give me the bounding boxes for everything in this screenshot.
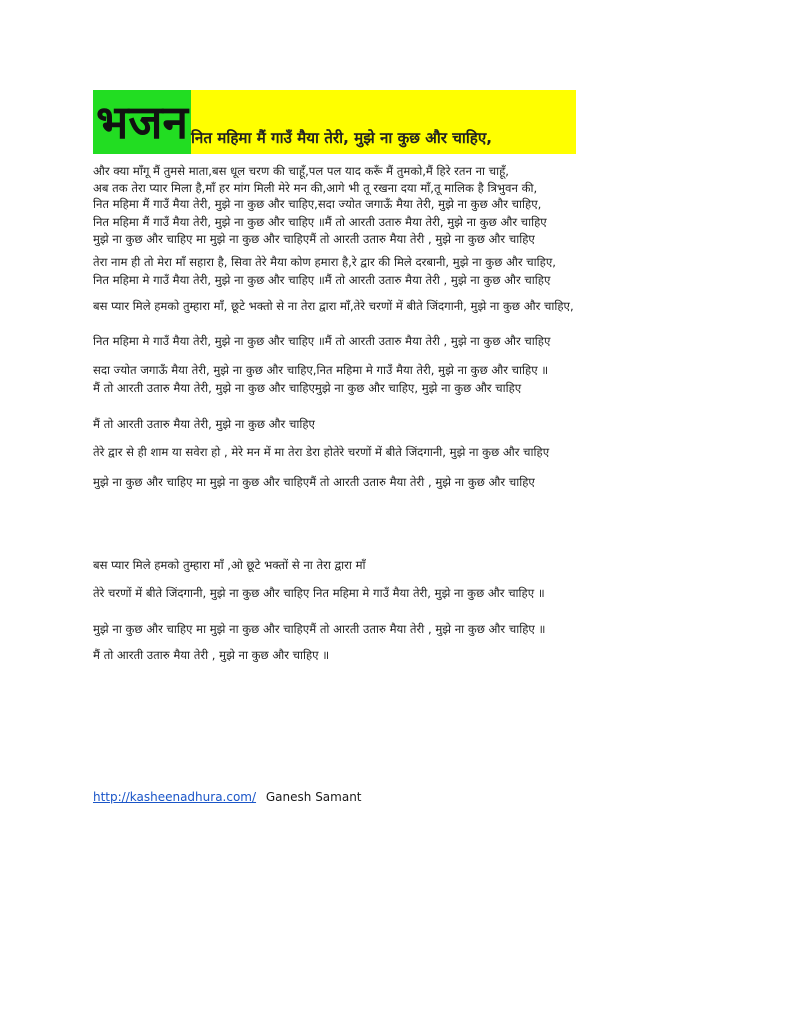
title-sub: नित महिमा मैं गाउँ मैया तेरी, मुझे ना कुछ और चाहिए, [191,129,493,147]
lyric-line: और क्या माँगू मैं तुमसे माता,बस धूल चरण की चाहूँ,पल पल याद करूँ मैं तुमको,मैं हिरे रतन ना चाहूँ, [93,164,509,178]
lyric-line: तेरे द्वार से ही शाम या सवेरा हो , मेरे मन में मा तेरा डेरा होतेरे चरणों में बीते जिंदगानी, मुझे ना कुछ और चाहिए [93,445,550,459]
lyric-line: सदा ज्योत जगाऊँ मैया तेरी, मुझे ना कुछ और चाहिए,नित महिमा मे गाउँ मैया तेरी, मुझे ना कुछ और चाहिए ॥ [93,363,549,377]
lyric-line: तेरे चरणों में बीते जिंदगानी, मुझे ना कुछ और चाहिए नित महिमा मे गाउँ मैया तेरी, मुझे ना कुछ और चाहिए ॥ [93,586,545,600]
title-banner [93,90,576,154]
title-main: भजन [96,95,188,149]
lyric-line: अब तक तेरा प्यार मिला है,माँ हर मांग मिली मेरे मन की,आगे भी तू रखना दया माँ,तू मालिक है त्रिभुवन की, [93,181,538,195]
lyric-line: मुझे ना कुछ और चाहिए मा मुझे ना कुछ और चाहिएमैं तो आरती उतारु मैया तेरी , मुझे ना कुछ और चाहिए ॥ [93,622,546,636]
lyric-line: नित महिमा मैं गाउँ मैया तेरी, मुझे ना कुछ और चाहिए,सदा ज्योत जगाऊँ मैया तेरी, मुझे ना कुछ और चाहिए, [93,197,542,211]
lyric-line: मुझे ना कुछ और चाहिए मा मुझे ना कुछ और चाहिएमैं तो आरती उतारु मैया तेरी , मुझे ना कुछ और चाहिए [93,232,535,246]
site-link[interactable]: http://kasheenadhura.com/ [93,790,257,804]
lyric-line: नित महिमा मैं गाउँ मैया तेरी, मुझे ना कुछ और चाहिए ॥मैं तो आरती उतारु मैया तेरी, मुझे ना कुछ और चाहिए [93,215,547,229]
lyric-line: बस प्यार मिले हमको तुम्हारा माँ, छूटे भक्तो से ना तेरा द्वारा माँ,तेरे चरणों में बीते जिंदगानी, मुझे ना कुछ और चाहिए, [93,299,574,313]
lyric-line: तेरा नाम ही तो मेरा माँ सहारा है, सिवा तेरे मैया कोण हमारा है,रे द्वार की मिले दरबानी, मुझे ना कुछ और चाहिए, [93,255,556,269]
lyric-line: मैं तो आरती उतारु मैया तेरी, मुझे ना कुछ और चाहिएमुझे ना कुछ और चाहिए, मुझे ना कुछ और चाहिए [93,381,522,395]
title-sub-box [191,90,576,154]
lyric-line: नित महिमा मे गाउँ मैया तेरी, मुझे ना कुछ और चाहिए ॥मैं तो आरती उतारु मैया तेरी , मुझे ना कुछ और चाहिए [93,273,551,287]
title-main-box [93,90,191,154]
lyric-line: मैं तो आरती उतारु मैया तेरी , मुझे ना कुछ और चाहिए ॥ [93,648,330,662]
lyric-line: नित महिमा मे गाउँ मैया तेरी, मुझे ना कुछ और चाहिए ॥मैं तो आरती उतारु मैया तेरी , मुझे ना कुछ और चाहिए [93,334,551,348]
author-name: Ganesh Samant [265,790,362,804]
lyric-line: मैं तो आरती उतारु मैया तेरी, मुझे ना कुछ और चाहिए [93,417,315,431]
lyric-line: मुझे ना कुछ और चाहिए मा मुझे ना कुछ और चाहिएमैं तो आरती उतारु मैया तेरी , मुझे ना कुछ और चाहिए [93,475,535,489]
footer [93,790,362,804]
lyric-line: बस प्यार मिले हमको तुम्हारा माँ ,ओ छूटे भक्तों से ना तेरा द्वारा माँ [93,558,366,572]
